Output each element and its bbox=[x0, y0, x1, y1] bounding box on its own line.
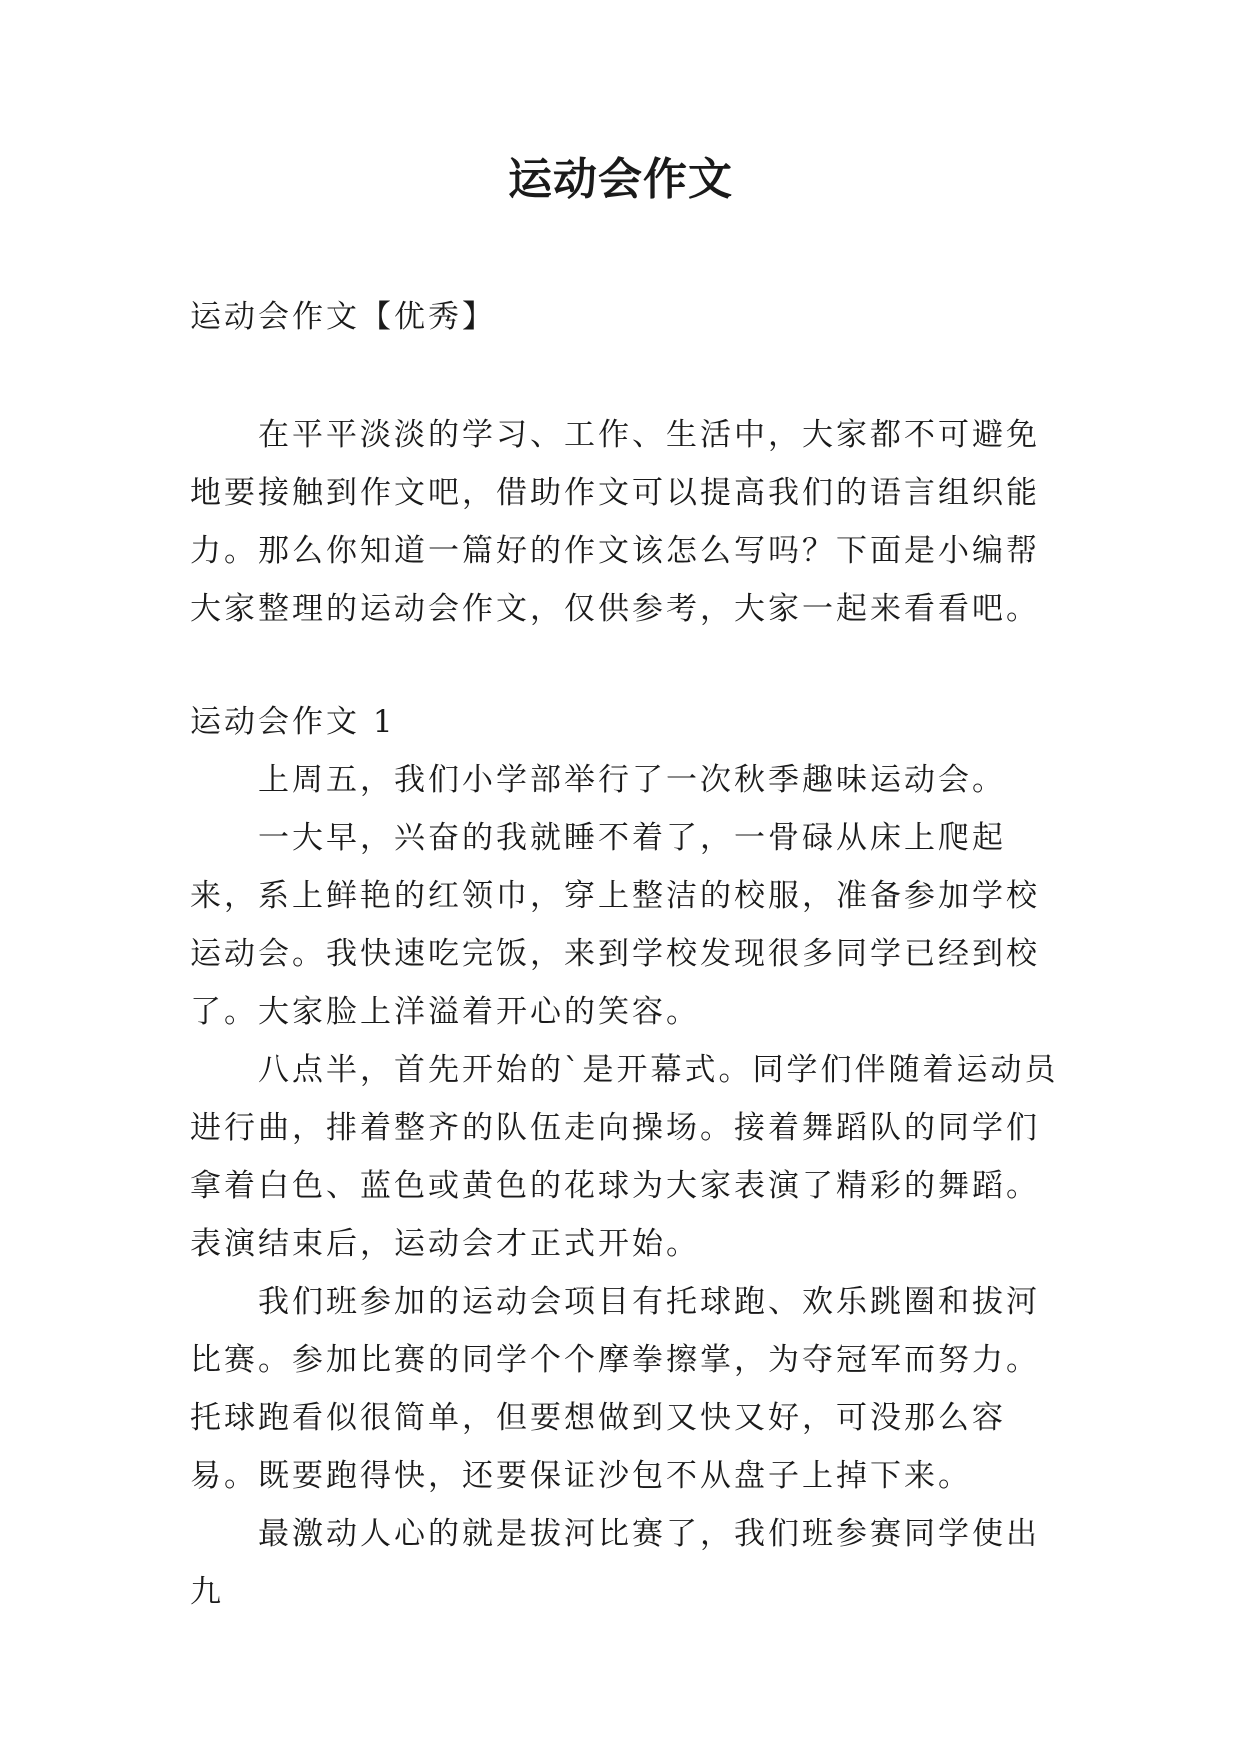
document-subtitle: 运动会作文【优秀】 bbox=[190, 299, 496, 335]
essay-paragraph: 最激动人心的就是拔河比赛了，我们班参赛同学使出九 bbox=[190, 1516, 1040, 1610]
essay-paragraph: 一大早，兴奋的我就睡不着了，一骨碌从床上爬起来，系上鲜艳的红领巾，穿上整洁的校服，准备参加学校运动会。我快速吃完饭，来到学校发现很多同学已经到校了。大家脸上洋溢着开心的笑容。 bbox=[190, 820, 1040, 1030]
section-heading: 运动会作文 1 bbox=[190, 704, 396, 740]
intro-block bbox=[190, 406, 1060, 638]
essay-paragraph: 八点半，首先开始的`是开幕式。同学们伴随着运动员进行曲，排着整齐的队伍走向操场。接着舞蹈队的同学们拿着白色、蓝色或黄色的花球为大家表演了精彩的舞蹈。表演结束后，运动会才正式开始。 bbox=[190, 1052, 1059, 1262]
essay-paragraph: 上周五，我们小学部举行了一次秋季趣味运动会。 bbox=[258, 762, 1006, 798]
intro-paragraph: 在平平淡淡的学习、工作、生活中，大家都不可避免地要接触到作文吧，借助作文可以提高我们的语言组织能力。那么你知道一篇好的作文该怎么写吗？下面是小编帮大家整理的运动会作文，仅供参考，大家一起来看看吧。 bbox=[190, 417, 1040, 627]
document-title: 运动会作文 bbox=[508, 154, 733, 205]
essay-section bbox=[190, 693, 1060, 1621]
essay-paragraph: 我们班参加的运动会项目有托球跑、欢乐跳圈和拔河比赛。参加比赛的同学个个摩拳擦掌，为夺冠军而努力。托球跑看似很简单，但要想做到又快又好，可没那么容易。既要跑得快，还要保证沙包不从盘子上掉下来。 bbox=[190, 1284, 1040, 1494]
